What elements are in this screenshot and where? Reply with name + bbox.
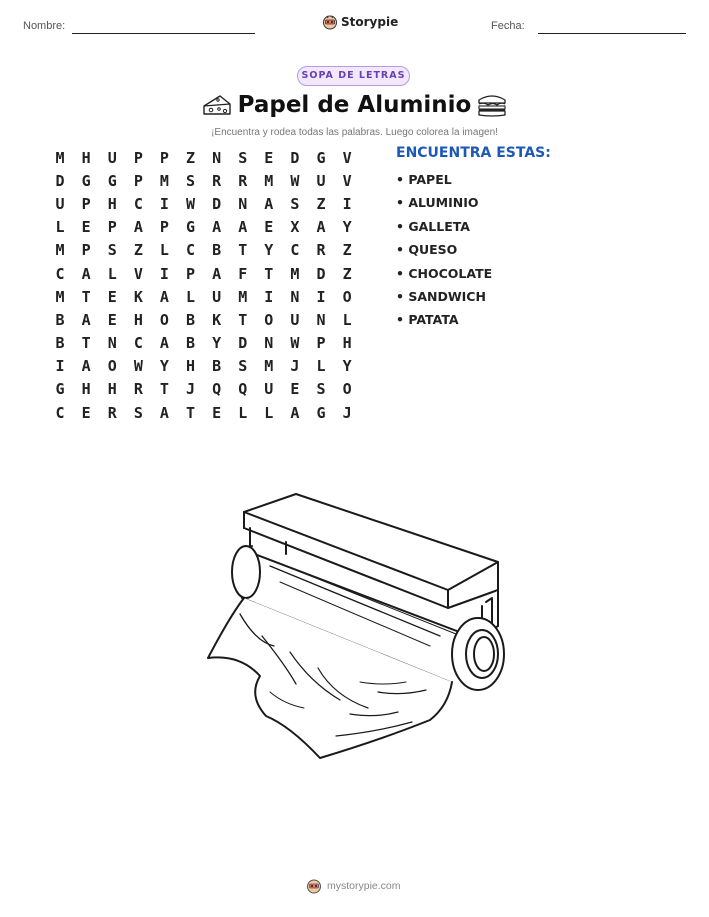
grid-letter[interactable]: A bbox=[212, 264, 222, 283]
grid-letter[interactable]: E bbox=[264, 148, 274, 167]
grid-letter[interactable]: Z bbox=[186, 148, 196, 167]
grid-letter[interactable]: K bbox=[212, 310, 222, 329]
grid-letter[interactable]: C bbox=[133, 194, 143, 213]
grid-letter[interactable]: U bbox=[290, 310, 300, 329]
grid-letter[interactable]: A bbox=[159, 287, 169, 306]
grid-row bbox=[47, 332, 360, 355]
grid-letter[interactable]: R bbox=[238, 171, 248, 190]
grid-letter[interactable]: U bbox=[264, 380, 274, 399]
grid-letter[interactable]: Z bbox=[316, 194, 326, 213]
grid-letter[interactable]: E bbox=[107, 310, 117, 329]
grid-row bbox=[47, 355, 360, 378]
grid-letter[interactable]: S bbox=[238, 148, 248, 167]
grid-letter[interactable]: Y bbox=[159, 357, 169, 376]
grid-letter[interactable]: U bbox=[316, 171, 326, 190]
grid-letter[interactable]: Q bbox=[238, 380, 248, 399]
grid-letter[interactable]: D bbox=[316, 264, 326, 283]
grid-letter[interactable]: P bbox=[133, 148, 143, 167]
grid-letter[interactable]: I bbox=[55, 357, 65, 376]
grid-letter[interactable]: B bbox=[55, 334, 65, 353]
grid-letter[interactable]: U bbox=[55, 194, 65, 213]
grid-letter[interactable]: A bbox=[264, 194, 274, 213]
grid-letter[interactable]: B bbox=[212, 357, 222, 376]
grid-letter[interactable]: E bbox=[107, 287, 117, 306]
grid-letter[interactable]: M bbox=[159, 171, 169, 190]
grid-letter[interactable]: W bbox=[186, 194, 196, 213]
grid-letter[interactable]: A bbox=[159, 334, 169, 353]
grid-letter[interactable]: J bbox=[290, 357, 300, 376]
grid-letter[interactable]: I bbox=[264, 287, 274, 306]
word-list-title: ENCUENTRA ESTAS: bbox=[396, 145, 551, 161]
grid-row bbox=[47, 146, 360, 169]
grid-letter[interactable]: P bbox=[316, 334, 326, 353]
aluminum-foil-roll-illustration[interactable] bbox=[200, 486, 510, 776]
word-item: • PATATA bbox=[396, 312, 459, 328]
word-item: • PAPEL bbox=[396, 172, 452, 187]
grid-letter[interactable]: L bbox=[55, 218, 65, 237]
word-item: • CHOCOLATE bbox=[396, 265, 493, 281]
word-item: • QUESO bbox=[396, 242, 458, 258]
grid-letter[interactable]: C bbox=[55, 264, 65, 283]
grid-letter[interactable]: T bbox=[238, 310, 248, 329]
grid-letter[interactable]: Y bbox=[264, 241, 274, 260]
grid-letter[interactable]: T bbox=[238, 241, 248, 260]
grid-letter[interactable]: G bbox=[107, 171, 117, 190]
grid-letter[interactable]: W bbox=[290, 334, 300, 353]
grid-letter[interactable]: B bbox=[186, 334, 196, 353]
grid-letter[interactable]: I bbox=[342, 194, 352, 213]
grid-letter[interactable]: S bbox=[238, 357, 248, 376]
grid-letter[interactable]: H bbox=[133, 310, 143, 329]
grid-letter[interactable]: L bbox=[107, 264, 117, 283]
grid-letter[interactable]: O bbox=[342, 287, 352, 306]
sandwich-icon bbox=[476, 92, 508, 118]
grid-letter[interactable]: E bbox=[290, 380, 300, 399]
grid-letter[interactable]: L bbox=[238, 403, 248, 422]
grid-letter[interactable]: D bbox=[238, 334, 248, 353]
grid-row bbox=[47, 239, 360, 262]
grid-letter[interactable]: G bbox=[81, 171, 91, 190]
grid-letter[interactable]: R bbox=[212, 171, 222, 190]
grid-row bbox=[47, 378, 360, 401]
grid-letter[interactable]: M bbox=[264, 171, 274, 190]
brand-logo bbox=[322, 14, 398, 30]
word-item: • SANDWICH bbox=[396, 288, 486, 304]
grid-letter[interactable]: V bbox=[342, 148, 352, 167]
grid-letter[interactable]: L bbox=[342, 310, 352, 329]
grid-letter[interactable]: S bbox=[186, 171, 196, 190]
grid-letter[interactable]: B bbox=[212, 241, 222, 260]
grid-letter[interactable]: E bbox=[264, 218, 274, 237]
grid-letter[interactable]: S bbox=[316, 380, 326, 399]
grid-letter[interactable]: S bbox=[290, 194, 300, 213]
grid-letter[interactable]: M bbox=[264, 357, 274, 376]
grid-letter[interactable]: G bbox=[316, 403, 326, 422]
grid-letter[interactable]: A bbox=[81, 357, 91, 376]
grid-letter[interactable]: O bbox=[159, 310, 169, 329]
grid-letter[interactable]: L bbox=[159, 241, 169, 260]
grid-letter[interactable]: T bbox=[186, 403, 196, 422]
grid-letter[interactable]: A bbox=[290, 403, 300, 422]
grid-letter[interactable]: D bbox=[55, 171, 65, 190]
grid-letter[interactable]: T bbox=[264, 264, 274, 283]
name-label: Nombre: bbox=[23, 20, 66, 32]
brand-name: Storypie bbox=[341, 15, 399, 29]
grid-letter[interactable]: P bbox=[107, 218, 117, 237]
grid-letter[interactable]: O bbox=[107, 357, 117, 376]
grid-letter[interactable]: H bbox=[342, 334, 352, 353]
grid-letter[interactable]: Y bbox=[212, 334, 222, 353]
grid-letter[interactable]: S bbox=[107, 241, 117, 260]
instructions: ¡Encuentra y rodea todas las palabras. Luego colorea la imagen! bbox=[211, 127, 498, 138]
page-title: Papel de Aluminio bbox=[237, 92, 472, 118]
grid-letter[interactable]: L bbox=[186, 287, 196, 306]
grid-letter[interactable]: M bbox=[55, 287, 65, 306]
grid-letter[interactable]: T bbox=[81, 287, 91, 306]
grid-letter[interactable]: W bbox=[133, 357, 143, 376]
grid-letter[interactable]: U bbox=[212, 287, 222, 306]
storypie-mascot-icon bbox=[306, 878, 322, 894]
grid-letter[interactable]: H bbox=[81, 148, 91, 167]
date-line[interactable] bbox=[538, 33, 686, 34]
grid-letter[interactable]: E bbox=[212, 403, 222, 422]
grid-letter[interactable]: C bbox=[55, 403, 65, 422]
grid-letter[interactable]: L bbox=[316, 357, 326, 376]
grid-letter[interactable]: B bbox=[186, 310, 196, 329]
grid-letter[interactable]: P bbox=[159, 148, 169, 167]
grid-letter[interactable]: Z bbox=[342, 241, 352, 260]
grid-row bbox=[47, 192, 360, 215]
grid-letter[interactable]: L bbox=[264, 403, 274, 422]
grid-letter[interactable]: Y bbox=[342, 357, 352, 376]
grid-letter[interactable]: T bbox=[81, 334, 91, 353]
grid-row bbox=[47, 285, 360, 308]
grid-letter[interactable]: Y bbox=[342, 218, 352, 237]
grid-letter[interactable]: T bbox=[159, 380, 169, 399]
grid-letter[interactable]: I bbox=[316, 287, 326, 306]
grid-letter[interactable]: G bbox=[55, 380, 65, 399]
word-item: • GALLETA bbox=[396, 218, 470, 234]
grid-letter[interactable]: S bbox=[133, 403, 143, 422]
grid-row bbox=[47, 262, 360, 285]
grid-letter[interactable]: X bbox=[290, 218, 300, 237]
grid-letter[interactable]: J bbox=[342, 403, 352, 422]
grid-letter[interactable]: I bbox=[159, 264, 169, 283]
grid-letter[interactable]: Q bbox=[212, 380, 222, 399]
grid-letter[interactable]: W bbox=[290, 171, 300, 190]
grid-letter[interactable]: M bbox=[55, 241, 65, 260]
grid-letter[interactable]: A bbox=[133, 218, 143, 237]
grid-letter[interactable]: F bbox=[238, 264, 248, 283]
grid-letter[interactable]: P bbox=[186, 264, 196, 283]
grid-letter[interactable]: D bbox=[212, 194, 222, 213]
grid-letter[interactable]: M bbox=[55, 148, 65, 167]
grid-letter[interactable]: P bbox=[133, 171, 143, 190]
grid-letter[interactable]: A bbox=[81, 264, 91, 283]
grid-letter[interactable]: A bbox=[238, 218, 248, 237]
grid-letter[interactable]: Z bbox=[342, 264, 352, 283]
grid-letter[interactable]: O bbox=[342, 380, 352, 399]
grid-letter[interactable]: E bbox=[81, 218, 91, 237]
grid-letter[interactable]: G bbox=[316, 148, 326, 167]
grid-letter[interactable]: C bbox=[290, 241, 300, 260]
grid-letter[interactable]: P bbox=[159, 218, 169, 237]
grid-letter[interactable]: G bbox=[186, 218, 196, 237]
grid-letter[interactable]: U bbox=[107, 148, 117, 167]
storypie-mascot-icon bbox=[322, 14, 338, 30]
grid-letter[interactable]: B bbox=[55, 310, 65, 329]
grid-letter[interactable]: A bbox=[81, 310, 91, 329]
grid-letter[interactable]: P bbox=[81, 194, 91, 213]
footer bbox=[306, 878, 401, 894]
grid-letter[interactable]: N bbox=[212, 148, 222, 167]
grid-letter[interactable]: D bbox=[290, 148, 300, 167]
grid-letter[interactable]: M bbox=[238, 287, 248, 306]
grid-letter[interactable]: R bbox=[107, 403, 117, 422]
grid-letter[interactable]: N bbox=[238, 194, 248, 213]
word-list bbox=[396, 172, 492, 336]
grid-letter[interactable]: E bbox=[81, 403, 91, 422]
grid-letter[interactable]: P bbox=[81, 241, 91, 260]
grid-letter[interactable]: A bbox=[212, 218, 222, 237]
grid-letter[interactable]: R bbox=[316, 241, 326, 260]
grid-letter[interactable]: H bbox=[81, 380, 91, 399]
date-label: Fecha: bbox=[491, 20, 525, 32]
grid-row bbox=[47, 169, 360, 192]
grid-row bbox=[47, 216, 360, 239]
footer-url[interactable]: mystorypie.com bbox=[327, 880, 401, 892]
grid-letter[interactable]: H bbox=[107, 194, 117, 213]
grid-letter[interactable]: R bbox=[133, 380, 143, 399]
activity-badge: SOPA DE LETRAS bbox=[297, 66, 410, 86]
grid-letter[interactable]: N bbox=[264, 334, 274, 353]
word-item: • ALUMINIO bbox=[396, 195, 479, 211]
grid-letter[interactable]: Z bbox=[133, 241, 143, 260]
grid-row bbox=[47, 308, 360, 331]
grid-letter[interactable]: V bbox=[342, 171, 352, 190]
word-search-grid[interactable] bbox=[47, 146, 360, 424]
grid-letter[interactable]: I bbox=[159, 194, 169, 213]
grid-letter[interactable]: H bbox=[107, 380, 117, 399]
grid-letter[interactable]: J bbox=[186, 380, 196, 399]
grid-letter[interactable]: N bbox=[107, 334, 117, 353]
grid-letter[interactable]: N bbox=[316, 310, 326, 329]
grid-letter[interactable]: K bbox=[133, 287, 143, 306]
grid-letter[interactable]: A bbox=[159, 403, 169, 422]
grid-letter[interactable]: C bbox=[186, 241, 196, 260]
grid-letter[interactable]: O bbox=[264, 310, 274, 329]
grid-letter[interactable]: V bbox=[133, 264, 143, 283]
grid-letter[interactable]: C bbox=[133, 334, 143, 353]
grid-row bbox=[47, 401, 360, 424]
grid-letter[interactable]: A bbox=[316, 218, 326, 237]
grid-letter[interactable]: N bbox=[290, 287, 300, 306]
grid-letter[interactable]: H bbox=[186, 357, 196, 376]
grid-letter[interactable]: M bbox=[290, 264, 300, 283]
name-line[interactable] bbox=[72, 33, 255, 34]
